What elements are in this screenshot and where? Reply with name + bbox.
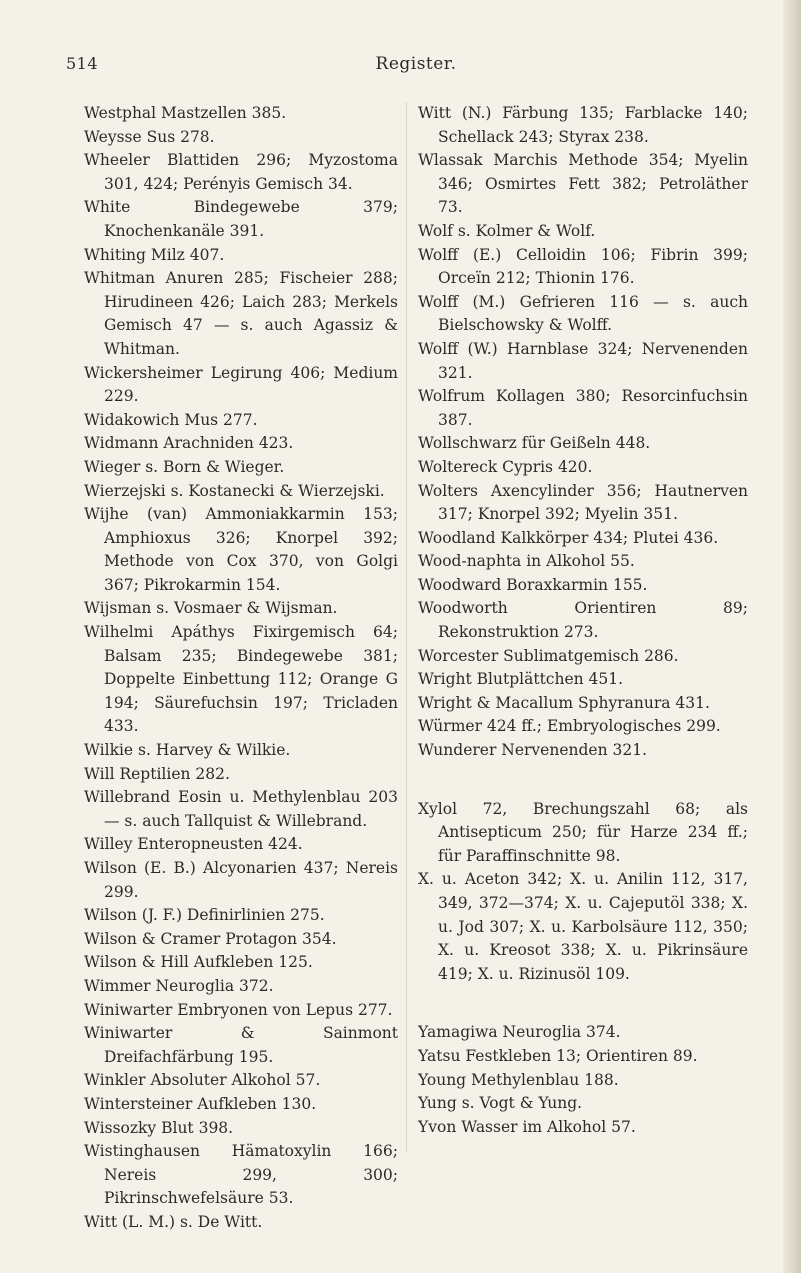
index-entry: Wierzejski s. Kostanecki & Wierzejski. (84, 481, 385, 500)
index-entry: Wolters Axencylinder 356; Hautnerven 317; Knorpel 392; Myelin 351. (418, 481, 748, 524)
index-entry: Wlassak Marchis Methode 354; Myelin 346; Osmirtes Fett 382; Petroläther 73. (418, 151, 748, 217)
index-entry: Würmer 424 ff.; Embryologisches 299. (418, 717, 721, 736)
index-entry: Wijsman s. Vosmaer & Wijsman. (84, 599, 338, 618)
index-entry: Willey Enteropneusten 424. (84, 835, 303, 854)
index-entry: Wunderer Nervenenden 321. (418, 741, 648, 760)
index-entry: Wolfrum Kollagen 380; Resorcinfuchsin 387. (418, 387, 748, 429)
index-entry: Wright & Macallum Sphyranura 431. (418, 693, 710, 712)
index-entry: Weysse Sus 278. (84, 127, 215, 146)
index-entry: Yatsu Festkleben 13; Orientiren 89. (418, 1046, 698, 1065)
page-header (66, 54, 766, 78)
index-entry: Worcester Sublimatgemisch 286. (418, 646, 679, 665)
index-entry: Woltereck Cypris 420. (418, 457, 593, 476)
section-gap (418, 986, 748, 1021)
index-entry: Wilson & Cramer Protagon 354. (84, 929, 337, 948)
index-entry: Wolff (M.) Gefrieren 116 — s. auch Bielschowsky & Wolff. (418, 292, 748, 335)
index-entry: Wolff (W.) Harnblase 324; Nervenenden 321. (418, 339, 748, 382)
index-entry: Woodward Boraxkarmin 155. (418, 575, 648, 594)
index-entry: Whiting Milz 407. (84, 245, 225, 264)
index-entry: Wieger s. Born & Wieger. (84, 457, 285, 476)
index-entry: Wood-naphta in Alkohol 55. (418, 552, 635, 571)
right-column (418, 102, 748, 1139)
index-entry: Winiwarter & Sainmont Dreifachfärbung 195. (84, 1024, 398, 1066)
index-entry: Wilson (E. B.) Alcyonarien 437; Nereis 299. (84, 859, 398, 901)
index-entry: Woodworth Orientiren 89; Rekonstruktion 273. (418, 599, 748, 642)
index-entry: Wijhe (van) Ammoniakkarmin 153; Amphioxus 326; Knorpel 392; Methode von Cox 370, von Golgi 367; Pikrokarmin 154. (84, 505, 398, 594)
running-title: Register. (375, 54, 457, 74)
column-divider (406, 102, 407, 1152)
left-column (84, 102, 398, 1235)
index-entry: Wilson & Hill Aufkleben 125. (84, 953, 313, 972)
index-entry: White Bindegewebe 379; Knochenkanäle 391. (84, 198, 398, 240)
index-entry: Witt (L. M.) s. De Witt. (84, 1212, 263, 1231)
index-entry: Wimmer Neuroglia 372. (84, 976, 274, 995)
index-entry: Wilson (J. F.) Definirlinien 275. (84, 906, 325, 925)
index-entry: Will Reptilien 282. (84, 764, 230, 783)
index-entry: X. u. Aceton 342; X. u. Anilin 112, 317, 349, 372—374; X. u. Cajeputöl 338; X. u. Jod 307; X. u. Karbolsäure 112, 350; X. u. Kreosot 338; X. u. Pikrinsäure 419; X. u. Rizinusöl 109. (418, 870, 748, 983)
index-entry: Wilhelmi Apáthys Fixirgemisch 64; Balsam 235; Bindegewebe 381; Doppelte Einbettung 112; Orange G 194; Säurefuchsin 197; Tricladen 433. (84, 623, 398, 736)
index-entry: Woodland Kalkkörper 434; Plutei 436. (418, 528, 719, 547)
index-entry: Westphal Mastzellen 385. (84, 104, 287, 122)
index-entry: Wheeler Blattiden 296; Myzostoma 301, 424; Perényis Gemisch 34. (84, 151, 398, 193)
index-entry: Wollschwarz für Geißeln 448. (418, 434, 651, 453)
index-entry: Wistinghausen Hämatoxylin 166; Nereis 299, 300; Pikrinschwefelsäure 53. (84, 1142, 398, 1208)
index-entry: Winiwarter Embryonen von Lepus 277. (84, 1000, 393, 1019)
index-entry: Wickersheimer Legirung 406; Medium 229. (84, 363, 398, 406)
index-entry: Wright Blutplättchen 451. (418, 670, 624, 689)
index-entry: Widmann Arachniden 423. (84, 434, 294, 453)
index-entry: Yvon Wasser im Alkohol 57. (418, 1117, 636, 1136)
index-entry: Willebrand Eosin u. Methylenblau 203 — s. auch Tallquist & Willebrand. (84, 788, 398, 830)
index-entry: Widakowich Mus 277. (84, 410, 258, 429)
index-entry: Xylol 72, Brechungszahl 68; als Antisepticum 250; für Harze 234 ff.; für Paraffinschnitte 98. (418, 799, 748, 865)
index-entry: Young Methylenblau 188. (418, 1070, 619, 1089)
index-entry: Wilkie s. Harvey & Wilkie. (84, 741, 291, 760)
index-entry: Witt (N.) Färbung 135; Farblacke 140; Schellack 243; Styrax 238. (418, 104, 748, 146)
page-number: 514 (66, 54, 99, 73)
page-edge-shadow (783, 0, 801, 1273)
index-entry: Whitman Anuren 285; Fischeier 288; Hirudineen 426; Laich 283; Merkels Gemisch 47 — s. auch Agassiz & Whitman. (84, 269, 398, 358)
index-entry: Winkler Absoluter Alkohol 57. (84, 1071, 321, 1090)
index-entry: Wissozky Blut 398. (84, 1118, 234, 1137)
index-entry: Yamagiwa Neuroglia 374. (418, 1023, 621, 1042)
index-entry: Yung s. Vogt & Yung. (418, 1094, 583, 1113)
index-entry: Wolf s. Kolmer & Wolf. (418, 221, 596, 240)
index-entry: Wolff (E.) Celloidin 106; Fibrin 399; Orceïn 212; Thionin 176. (418, 245, 748, 288)
index-entry: Wintersteiner Aufkleben 130. (84, 1094, 317, 1113)
section-gap (418, 763, 748, 798)
